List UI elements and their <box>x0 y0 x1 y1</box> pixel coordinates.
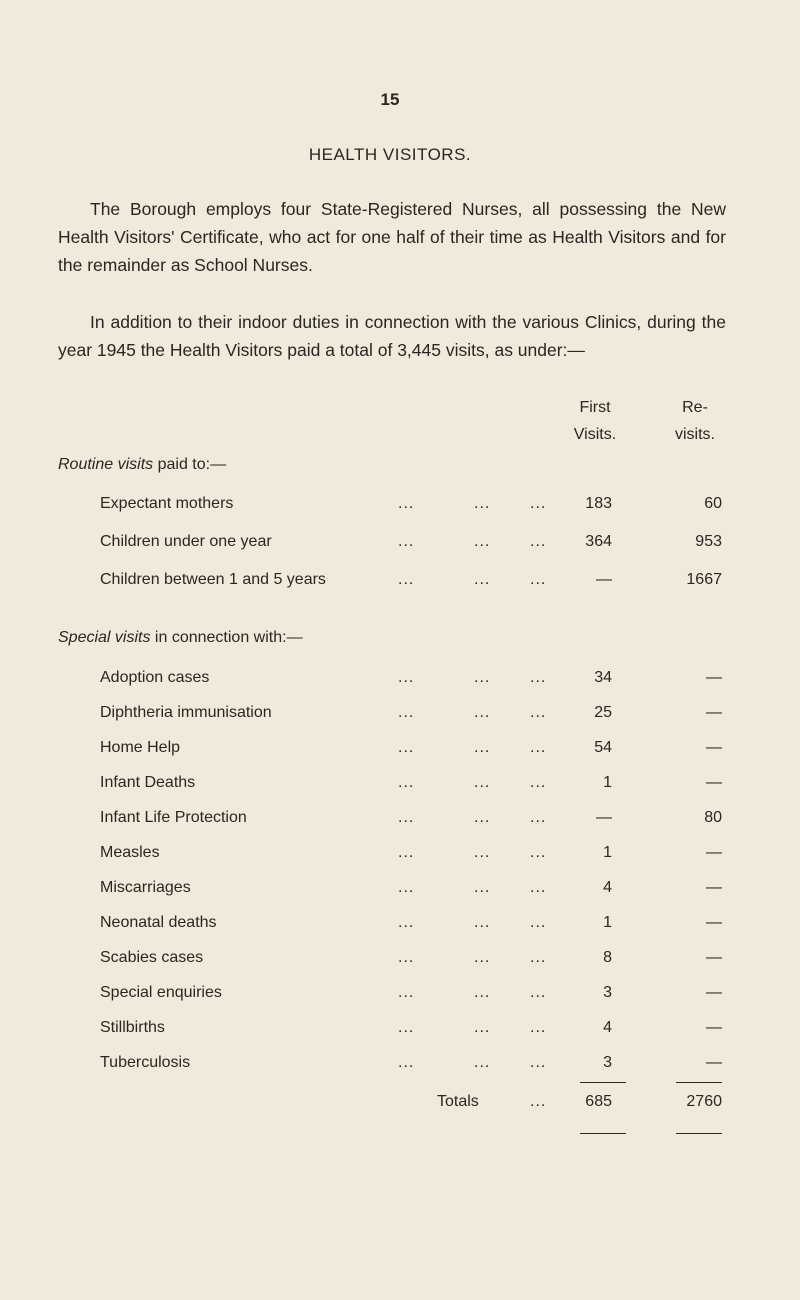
revisits-value: — <box>706 949 722 966</box>
row-label: Infant Deaths <box>100 774 196 791</box>
column-header-revisits: Re- visits. <box>675 399 715 443</box>
leader-dots: ... <box>474 949 491 966</box>
leader-dots: ... <box>398 704 415 721</box>
leader-dots: ... <box>398 1019 415 1036</box>
first-visits-value: — <box>596 571 612 588</box>
leader-dots: ... <box>474 495 491 512</box>
leader-dots: ... <box>530 571 547 588</box>
revisits-value: 953 <box>695 533 722 550</box>
first-visits-value: — <box>596 809 612 826</box>
leader-dots: ... <box>530 533 547 550</box>
leader-dots: ... <box>530 914 547 931</box>
leader-dots: ... <box>530 739 547 756</box>
leader-dots: ... <box>398 914 415 931</box>
totals-rule-top-first <box>580 1082 626 1083</box>
row-label: Measles <box>100 844 160 861</box>
leader-dots: ... <box>474 1054 491 1071</box>
row-label: Scabies cases <box>100 949 204 966</box>
page-number: 15 <box>380 90 400 109</box>
row-label: Neonatal deaths <box>100 914 217 931</box>
table-row <box>0 879 800 903</box>
leader-dots: ... <box>398 533 415 550</box>
leader-dots: ... <box>530 844 547 861</box>
first-visits-value: 8 <box>603 949 612 966</box>
leader-dots: ... <box>474 669 491 686</box>
row-label: Home Help <box>100 739 181 756</box>
column-header-first-visits: First Visits. <box>573 399 617 443</box>
table-row <box>0 739 800 763</box>
totals-rule-bottom-first <box>580 1133 626 1134</box>
routine-visits-heading: Routine visits paid to:— <box>58 456 227 473</box>
leader-dots: ... <box>530 949 547 966</box>
first-visits-value: 25 <box>594 704 612 721</box>
revisits-value: — <box>706 879 722 896</box>
first-visits-value: 54 <box>594 739 612 756</box>
leader-dots: ... <box>398 669 415 686</box>
totals-re: 2760 <box>686 1093 722 1110</box>
leader-dots: ... <box>474 879 491 896</box>
totals-label: Totals <box>437 1093 479 1110</box>
table-row <box>0 949 800 973</box>
visits-paragraph: In addition to their indoor duties in connection with the various Clinics, during the year 1945 the Health Visitors paid a total of 3,445 visits, as under:— <box>58 312 726 360</box>
first-visits-value: 3 <box>603 984 612 1001</box>
row-label: Children under one year <box>100 533 272 550</box>
revisits-value: — <box>706 669 722 686</box>
revisits-value: — <box>706 704 722 721</box>
row-label: Infant Life Protection <box>100 809 247 826</box>
table-row <box>0 774 800 798</box>
table-row <box>0 533 800 557</box>
leader-dots: ... <box>530 774 547 791</box>
revisits-value: — <box>706 739 722 756</box>
leader-dots: ... <box>474 533 491 550</box>
row-label: Children between 1 and 5 years <box>100 571 326 588</box>
leader-dots: ... <box>530 809 547 826</box>
leader-dots: ... <box>530 879 547 896</box>
leader-dots: ... <box>530 1019 547 1036</box>
first-visits-value: 1 <box>603 914 612 931</box>
leader-dots: ... <box>398 984 415 1001</box>
row-label: Special enquiries <box>100 984 222 1001</box>
leader-dots: ... <box>474 739 491 756</box>
table-row <box>0 704 800 728</box>
leader-dots: ... <box>398 879 415 896</box>
first-visits-value: 3 <box>603 1054 612 1071</box>
table-row <box>0 984 800 1008</box>
revisits-value: — <box>706 844 722 861</box>
leader-dots: ... <box>398 949 415 966</box>
totals-rule-bottom-re <box>676 1133 722 1134</box>
table-row <box>0 1019 800 1043</box>
revisits-value: — <box>706 774 722 791</box>
leader-dots: ... <box>474 844 491 861</box>
table-row <box>0 571 800 595</box>
totals-row <box>0 1093 800 1117</box>
leader-dots: ... <box>398 844 415 861</box>
row-label: Stillbirths <box>100 1019 165 1036</box>
table-row <box>0 914 800 938</box>
leader-dots: ... <box>474 984 491 1001</box>
revisits-value: — <box>706 1019 722 1036</box>
leader-dots: ... <box>474 774 491 791</box>
table-row <box>0 809 800 833</box>
leader-dots: ... <box>474 914 491 931</box>
leader-dots: ... <box>398 1054 415 1071</box>
table-row <box>0 495 800 519</box>
row-label: Expectant mothers <box>100 495 234 512</box>
leader-dots: ... <box>398 809 415 826</box>
revisits-value: 60 <box>704 495 722 512</box>
leader-dots: ... <box>474 1019 491 1036</box>
revisits-value: 1667 <box>686 571 722 588</box>
leader-dots: ... <box>398 571 415 588</box>
first-visits-value: 1 <box>603 774 612 791</box>
first-visits-value: 364 <box>585 533 612 550</box>
leader-dots: ... <box>398 739 415 756</box>
leader-dots: ... <box>530 704 547 721</box>
totals-first: 685 <box>585 1093 612 1110</box>
leader-dots: ... <box>474 704 491 721</box>
revisits-value: — <box>706 1054 722 1071</box>
totals-rule-top-re <box>676 1082 722 1083</box>
revisits-value: 80 <box>704 809 722 826</box>
leader-dots: ... <box>530 495 547 512</box>
row-label: Diphtheria immunisation <box>100 704 272 721</box>
first-visits-value: 4 <box>603 879 612 896</box>
revisits-value: — <box>706 914 722 931</box>
leader-dots: ... <box>530 1093 547 1110</box>
leader-dots: ... <box>530 669 547 686</box>
leader-dots: ... <box>398 774 415 791</box>
first-visits-value: 1 <box>603 844 612 861</box>
leader-dots: ... <box>474 571 491 588</box>
first-visits-value: 4 <box>603 1019 612 1036</box>
leader-dots: ... <box>474 809 491 826</box>
leader-dots: ... <box>530 984 547 1001</box>
leader-dots: ... <box>530 1054 547 1071</box>
row-label: Adoption cases <box>100 669 210 686</box>
table-row <box>0 844 800 868</box>
row-label: Miscarriages <box>100 879 191 896</box>
first-visits-value: 34 <box>594 669 612 686</box>
first-visits-value: 183 <box>585 495 612 512</box>
table-row <box>0 1054 800 1078</box>
page-title: HEALTH VISITORS. <box>308 145 472 164</box>
table-row <box>0 669 800 693</box>
special-visits-heading: Special visits in connection with:— <box>58 629 303 646</box>
intro-paragraph: The Borough employs four State-Registered Nurses, all possessing the New Health Visitors' Certificate, who act for one half of their time as Health Visitors and for the remainder as School Nurses. <box>58 199 726 275</box>
revisits-value: — <box>706 984 722 1001</box>
leader-dots: ... <box>398 495 415 512</box>
row-label: Tuberculosis <box>100 1054 191 1071</box>
